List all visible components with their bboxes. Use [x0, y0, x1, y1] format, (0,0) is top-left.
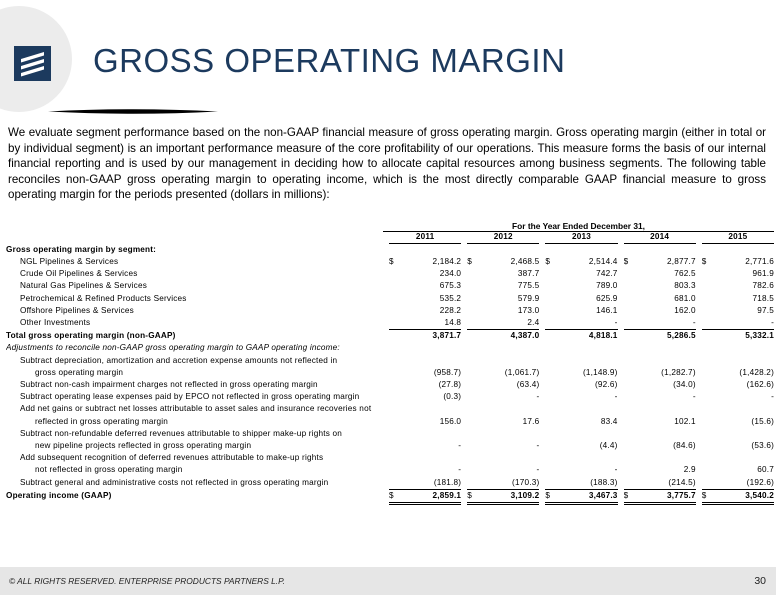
value-cell: 17.6	[522, 416, 540, 426]
currency-symbol	[467, 317, 503, 330]
table-row	[6, 256, 774, 268]
currency-symbol	[624, 280, 660, 292]
table-row	[6, 416, 774, 428]
row-label: Subtract general and administrative costs not reflected in gross operating margin	[20, 477, 329, 487]
value-cell: 762.5	[674, 269, 696, 279]
value-cell: (192.6)	[738, 477, 774, 490]
currency-symbol	[389, 403, 425, 415]
currency-symbol	[624, 416, 660, 428]
currency-symbol: $	[467, 256, 472, 266]
currency-symbol	[624, 452, 660, 464]
value-cell: (188.3)	[581, 477, 617, 490]
currency-symbol	[702, 305, 738, 317]
row-label: Add subsequent recognition of deferred revenues attributable to make-up rights	[20, 453, 324, 463]
currency-symbol	[389, 268, 425, 280]
currency-symbol	[389, 477, 425, 490]
currency-symbol	[389, 464, 425, 476]
period-header: For the Year Ended December 31,	[512, 221, 645, 231]
value-cell	[660, 403, 696, 415]
row-label: Other Investments	[20, 318, 91, 328]
currency-symbol	[545, 452, 581, 464]
currency-symbol	[545, 268, 581, 280]
currency-symbol	[624, 379, 660, 391]
value-cell: (1,148.9)	[582, 367, 618, 377]
currency-symbol	[545, 293, 581, 305]
row-label: gross operating margin	[35, 367, 124, 377]
value-cell: (1,282.7)	[661, 367, 696, 377]
currency-symbol	[702, 477, 738, 490]
currency-symbol	[545, 244, 581, 256]
value-cell	[503, 428, 539, 440]
value-cell: 5,332.1	[738, 330, 774, 343]
currency-symbol	[467, 428, 503, 440]
currency-symbol	[467, 440, 503, 452]
value-cell: 83.4	[600, 416, 618, 426]
currency-symbol	[545, 330, 581, 343]
row-label: reflected in gross operating margin	[35, 416, 169, 426]
currency-symbol	[702, 440, 738, 452]
value-cell: (1,428.2)	[739, 367, 774, 377]
value-cell	[425, 342, 461, 354]
page-title: GROSS OPERATING MARGIN	[93, 42, 566, 79]
currency-symbol	[624, 342, 660, 354]
value-cell: 234.0	[439, 269, 462, 279]
value-cell	[581, 244, 617, 256]
value-cell	[660, 355, 696, 367]
currency-symbol: $	[701, 256, 707, 266]
value-cell: 102.1	[674, 416, 696, 426]
row-label: Add net gains or subtract net losses attributable to asset sales and insurance recoveries not	[20, 404, 372, 414]
currency-symbol	[545, 464, 581, 476]
currency-symbol	[702, 268, 738, 280]
row-label: Crude Oil Pipelines & Services	[20, 269, 138, 279]
currency-symbol	[624, 317, 660, 330]
currency-symbol	[467, 342, 503, 354]
enterprise-logo-icon	[14, 46, 51, 81]
value-cell: (181.8)	[425, 477, 461, 490]
value-cell: 2.9	[683, 465, 696, 475]
currency-symbol	[389, 355, 425, 367]
value-cell: 173.0	[517, 305, 540, 315]
currency-symbol	[467, 330, 503, 343]
currency-symbol	[624, 391, 660, 403]
currency-symbol	[624, 305, 660, 317]
value-cell	[425, 428, 461, 440]
reconciliation-table	[6, 231, 774, 505]
value-cell: 4,387.0	[503, 330, 539, 343]
value-cell	[503, 342, 539, 354]
value-cell	[425, 244, 461, 256]
currency-symbol	[545, 367, 581, 379]
table-row	[6, 293, 774, 305]
footer-bar	[0, 567, 776, 595]
currency-symbol: $	[545, 489, 581, 503]
currency-symbol	[467, 403, 503, 415]
table-row	[6, 440, 774, 452]
value-cell: 742.7	[596, 269, 618, 279]
value-cell	[425, 403, 461, 415]
value-cell: 60.7	[757, 465, 774, 475]
value-cell	[738, 355, 774, 367]
value-cell: 2,468.5	[510, 256, 540, 266]
currency-symbol	[702, 293, 738, 305]
value-cell: (958.7)	[433, 367, 462, 377]
value-cell	[738, 428, 774, 440]
value-cell	[581, 428, 617, 440]
table-row	[6, 452, 774, 464]
value-cell: 3,775.7	[660, 489, 696, 503]
value-cell: -	[614, 392, 618, 402]
currency-symbol	[702, 367, 738, 379]
currency-symbol	[624, 268, 660, 280]
currency-symbol: $	[623, 256, 629, 266]
value-cell	[581, 452, 617, 464]
value-cell: 535.2	[439, 293, 462, 303]
value-cell	[660, 244, 696, 256]
value-cell	[738, 452, 774, 464]
year-header: 2012	[467, 231, 539, 244]
value-cell: 2,184.2	[432, 256, 462, 266]
currency-symbol	[389, 317, 425, 330]
row-label: Gross operating margin by segment:	[6, 244, 157, 254]
currency-symbol	[545, 280, 581, 292]
value-cell: 789.0	[596, 281, 618, 291]
table-row	[6, 342, 774, 354]
value-cell: 961.9	[752, 269, 774, 279]
value-cell: 3,109.2	[503, 489, 539, 503]
value-cell	[738, 342, 774, 354]
currency-symbol	[702, 244, 738, 256]
value-cell: 675.3	[439, 281, 462, 291]
value-cell: 2,514.4	[588, 256, 618, 266]
value-cell: -	[614, 465, 618, 475]
value-cell: -	[692, 317, 696, 327]
currency-symbol	[702, 355, 738, 367]
value-cell: 5,286.5	[660, 330, 696, 343]
currency-symbol	[702, 330, 738, 343]
currency-symbol	[624, 403, 660, 415]
table-row	[6, 367, 774, 379]
intro-paragraph: We evaluate segment performance based on the non-GAAP financial measure of gross operating margin. Gross operating margin (either in total or by individual segment) is an important performance measure of the core profitability of our operations. This measure forms the basis of our internal financial reporting and is used by our management in deciding how to allocate capital resources among business segments. The following table reconciles non-GAAP gross operating margin to operating income, which is the most directly comparable GAAP financial measure to gross operating margin for the periods presented (dollars in millions):	[8, 126, 766, 202]
row-label: Subtract non-cash impairment charges not reflected in gross operating margin	[20, 379, 318, 389]
row-label: Subtract non-refundable deferred revenues attributable to shipper make-up rights on	[20, 428, 342, 438]
table-row	[6, 244, 774, 256]
value-cell: (214.5)	[660, 477, 696, 490]
value-cell: 2.4	[527, 317, 540, 327]
row-label: Petrochemical & Refined Products Services	[20, 293, 187, 303]
table-row	[6, 355, 774, 367]
currency-symbol	[389, 305, 425, 317]
currency-symbol	[545, 305, 581, 317]
year-header: 2015	[702, 231, 774, 244]
row-label: NGL Pipelines & Services	[20, 256, 119, 266]
value-cell: 681.0	[674, 293, 696, 303]
value-cell	[425, 355, 461, 367]
value-cell: -	[771, 392, 774, 402]
value-cell	[503, 355, 539, 367]
value-cell: 775.5	[517, 281, 540, 291]
year-header-row	[6, 231, 774, 244]
currency-symbol	[545, 477, 581, 490]
currency-symbol: $	[389, 489, 425, 503]
currency-symbol	[389, 379, 425, 391]
value-cell	[581, 355, 617, 367]
page-number: 30	[754, 575, 766, 587]
table-row	[6, 428, 774, 440]
currency-symbol	[624, 293, 660, 305]
value-cell: 2,859.1	[425, 489, 461, 503]
value-cell: (92.6)	[594, 379, 618, 389]
value-cell	[660, 428, 696, 440]
currency-symbol	[389, 367, 425, 379]
value-cell	[581, 342, 617, 354]
currency-symbol: $	[389, 256, 394, 266]
value-cell: -	[692, 392, 696, 402]
currency-symbol	[624, 244, 660, 256]
currency-symbol	[389, 428, 425, 440]
currency-symbol	[467, 305, 503, 317]
value-cell: 718.5	[752, 293, 774, 303]
value-cell: (63.4)	[516, 379, 540, 389]
value-cell	[738, 244, 774, 256]
currency-symbol	[389, 416, 425, 428]
currency-symbol	[702, 403, 738, 415]
row-label: Natural Gas Pipelines & Services	[20, 281, 147, 291]
row-label: Total gross operating margin (non-GAAP)	[6, 330, 176, 340]
value-cell: -	[614, 317, 618, 327]
currency-symbol	[467, 452, 503, 464]
value-cell: 2,877.7	[667, 256, 696, 266]
value-cell: 3,871.7	[425, 330, 461, 343]
currency-symbol	[389, 452, 425, 464]
table-row	[6, 268, 774, 280]
currency-symbol	[545, 391, 581, 403]
value-cell: 97.5	[757, 305, 774, 315]
currency-symbol	[389, 342, 425, 354]
currency-symbol	[545, 428, 581, 440]
value-cell: -	[536, 465, 540, 475]
value-cell	[660, 452, 696, 464]
year-header: 2014	[624, 231, 696, 244]
currency-symbol	[702, 379, 738, 391]
currency-symbol	[624, 367, 660, 379]
currency-symbol	[467, 477, 503, 490]
row-label: Subtract depreciation, amortization and accretion expense amounts not reflected in	[20, 355, 338, 365]
currency-symbol	[389, 440, 425, 452]
currency-symbol	[467, 367, 503, 379]
year-header: 2013	[545, 231, 617, 244]
value-cell: 146.1	[596, 305, 618, 315]
currency-symbol	[389, 244, 425, 256]
currency-symbol: $	[545, 256, 551, 266]
currency-symbol	[467, 379, 503, 391]
currency-symbol	[624, 355, 660, 367]
row-label: Adjustments to reconcile non-GAAP gross operating margin to GAAP operating income:	[6, 343, 340, 353]
currency-symbol	[467, 293, 503, 305]
currency-symbol: $	[467, 489, 503, 503]
value-cell	[503, 244, 539, 256]
table-row	[6, 379, 774, 391]
table-row	[6, 403, 774, 415]
currency-symbol	[389, 391, 425, 403]
currency-symbol	[624, 330, 660, 343]
currency-symbol	[467, 464, 503, 476]
value-cell: 2,771.6	[745, 256, 774, 266]
currency-symbol	[467, 416, 503, 428]
currency-symbol	[467, 268, 503, 280]
value-cell	[581, 403, 617, 415]
value-cell	[660, 342, 696, 354]
row-label-spacer	[6, 231, 383, 244]
value-cell: 228.2	[439, 305, 462, 315]
currency-symbol	[467, 355, 503, 367]
value-cell: 4,818.1	[581, 330, 617, 343]
value-cell: (162.6)	[746, 379, 774, 389]
value-cell	[738, 403, 774, 415]
value-cell: (15.6)	[751, 416, 774, 426]
value-cell: 156.0	[439, 416, 462, 426]
table-row	[6, 317, 774, 330]
year-header: 2011	[389, 231, 461, 244]
currency-symbol	[545, 355, 581, 367]
table-row	[6, 464, 774, 476]
row-label: not reflected in gross operating margin	[35, 465, 183, 475]
currency-symbol	[467, 391, 503, 403]
value-cell: (0.3)	[443, 392, 462, 402]
currency-symbol	[389, 330, 425, 343]
currency-symbol	[467, 244, 503, 256]
row-label: Offshore Pipelines & Services	[20, 305, 134, 315]
currency-symbol: $	[624, 489, 660, 503]
currency-symbol	[389, 293, 425, 305]
title-underline	[48, 107, 218, 116]
value-cell: 387.7	[517, 269, 540, 279]
value-cell: 803.3	[674, 281, 696, 291]
currency-symbol	[545, 379, 581, 391]
value-cell: -	[458, 440, 462, 450]
currency-symbol	[702, 464, 738, 476]
value-cell: (34.0)	[673, 379, 696, 389]
currency-symbol	[702, 428, 738, 440]
currency-symbol	[545, 416, 581, 428]
currency-symbol	[545, 440, 581, 452]
currency-symbol	[389, 280, 425, 292]
value-cell: (4.4)	[599, 440, 618, 450]
table-row	[6, 330, 774, 343]
row-label: Subtract operating lease expenses paid by EPCO not reflected in gross operating margin	[20, 392, 360, 402]
currency-symbol	[702, 391, 738, 403]
value-cell: (27.8)	[438, 379, 462, 389]
value-cell: 579.9	[517, 293, 540, 303]
value-cell: (53.6)	[751, 440, 774, 450]
value-cell: 3,467.3	[581, 489, 617, 503]
currency-symbol	[624, 464, 660, 476]
currency-symbol	[624, 477, 660, 490]
currency-symbol: $	[702, 489, 738, 503]
currency-symbol	[545, 342, 581, 354]
copyright-text: © ALL RIGHTS RESERVED. ENTERPRISE PRODUCTS PARTNERS L.P.	[9, 576, 285, 586]
value-cell: (170.3)	[503, 477, 539, 490]
value-cell: 162.0	[674, 305, 696, 315]
value-cell	[425, 452, 461, 464]
currency-symbol	[702, 280, 738, 292]
value-cell: 782.6	[752, 281, 774, 291]
table-row	[6, 489, 774, 503]
value-cell	[503, 403, 539, 415]
row-label: new pipeline projects reflected in gross operating margin	[35, 440, 252, 450]
value-cell: -	[536, 392, 540, 402]
currency-symbol	[702, 416, 738, 428]
value-cell	[503, 452, 539, 464]
row-label: Operating income (GAAP)	[6, 491, 112, 501]
currency-symbol	[624, 440, 660, 452]
currency-symbol	[702, 452, 738, 464]
value-cell: 3,540.2	[738, 489, 774, 503]
table-row	[6, 391, 774, 403]
table-row	[6, 477, 774, 490]
currency-symbol	[467, 280, 503, 292]
value-cell: -	[536, 440, 540, 450]
currency-symbol	[702, 317, 738, 330]
currency-symbol	[702, 342, 738, 354]
currency-symbol	[624, 428, 660, 440]
value-cell: -	[771, 317, 774, 327]
value-cell: (84.6)	[673, 440, 696, 450]
value-cell: 625.9	[596, 293, 618, 303]
value-cell: 14.8	[444, 317, 462, 327]
table-row	[6, 305, 774, 317]
currency-symbol	[545, 317, 581, 330]
table-row	[6, 280, 774, 292]
value-cell: (1,061.7)	[504, 367, 540, 377]
value-cell: -	[458, 465, 462, 475]
currency-symbol	[545, 403, 581, 415]
